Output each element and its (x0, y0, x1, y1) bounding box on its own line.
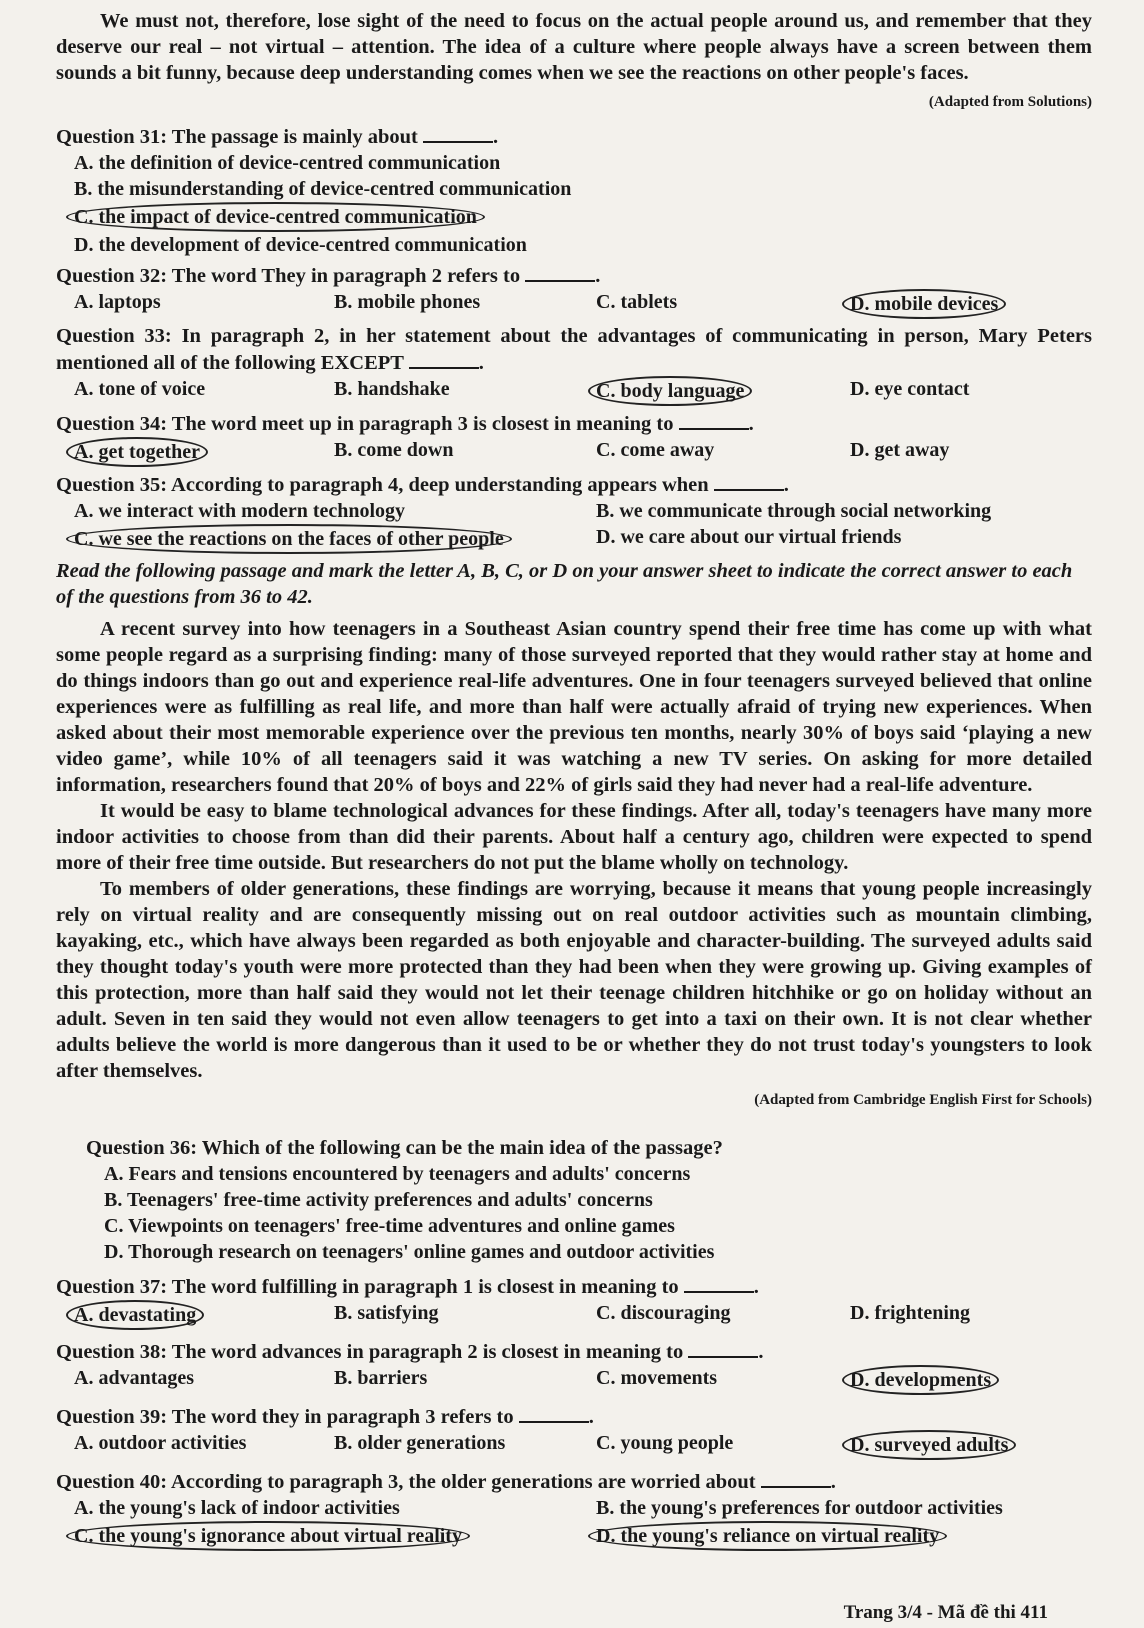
option-a[interactable]: A. devastating (74, 1300, 334, 1330)
question-39: Question 39: The word they in paragraph 3 refers to . A. outdoor activities B. older generations C. young people D. surveyed adults (56, 1403, 1092, 1460)
option-a[interactable]: A. Fears and tensions encountered by teenagers and adults' concerns (104, 1163, 691, 1185)
question-stem: Question 33: In paragraph 2, in her statement about the advantages of communicating in person, Mary Peters mentioned all of the following EXCEPT (56, 325, 1092, 374)
option-b[interactable]: B. Teenagers' free-time activity preferences and adults' concerns (104, 1189, 653, 1211)
question-stem: Question 34: The word meet up in paragraph 3 is closest in meaning to (56, 413, 674, 435)
question-stem: Question 36: Which of the following can be the main idea of the passage? (86, 1137, 723, 1159)
passage1-source: (Adapted from Solutions) (928, 94, 1092, 110)
question-34: Question 34: The word meet up in paragraph 3 is closest in meaning to . A. get together B. come down C. come away D. get away (56, 410, 1092, 467)
option-a[interactable]: A. laptops (74, 291, 161, 313)
question-32: Question 32: The word They in paragraph 2 refers to . A. laptops B. mobile phones C. tablets D. mobile devices (56, 262, 1092, 319)
option-a[interactable]: A. the definition of device-centred communication (74, 152, 501, 174)
option-b[interactable]: B. the misunderstanding of device-centred communication (74, 178, 572, 200)
question-stem: Question 37: The word fulfilling in paragraph 1 is closest in meaning to (56, 1276, 679, 1298)
passage2-source: (Adapted from Cambridge English First for Schools) (754, 1092, 1092, 1108)
option-b[interactable]: B. the young's preferences for outdoor activities (596, 1497, 1003, 1519)
question-37: Question 37: The word fulfilling in paragraph 1 is closest in meaning to . A. devastating B. satisfying C. discouraging D. frightening (56, 1273, 1092, 1330)
option-d[interactable]: D. we care about our virtual friends (596, 526, 902, 548)
option-c[interactable]: C. young people (596, 1432, 734, 1454)
passage2-paragraph-1: A recent survey into how teenagers in a Southeast Asian country spend their free time has come up with what some people regard as a surprising finding: many of those surveyed reported that they would rather stay at home and do things indoors than go out and experience real-life adventures. One in four teenagers surveyed believed that online experiences were as fulfilling as real life, and more than half were actually afraid of trying new experiences. When asked about their most memorable experience over the previous ten months, nearly 30% of boys said ‘playing a new video game’, while 10% of all teenagers said it was watching a new TV series. On asking for more detailed information, researchers found that 20% of boys and 22% of girls said they had never had a real-life adventure. (56, 618, 1092, 796)
option-c[interactable]: C. movements (596, 1367, 718, 1389)
option-b[interactable]: B. barriers (334, 1367, 428, 1389)
option-b[interactable]: B. older generations (334, 1432, 506, 1454)
option-a[interactable]: A. we interact with modern technology (74, 500, 406, 522)
question-33: Question 33: In paragraph 2, in her statement about the advantages of communicating in person, Mary Peters mentioned all of the following EXCEPT . A. tone of voice B. handshake C. body language D. eye contact (56, 323, 1092, 406)
question-stem: Question 35: According to paragraph 4, deep understanding appears when (56, 474, 709, 496)
option-a[interactable]: A. tone of voice (74, 378, 206, 400)
question-stem: Question 39: The word they in paragraph 3 refers to (56, 1406, 514, 1428)
passage2-paragraph-3: To members of older generations, these findings are worrying, because it means that young people increasingly rely on virtual reality and are consequently missing out on real outdoor activities such as mountain climbing, kayaking, etc., which have always been regarded as both enjoyable and character-building. The surveyed adults said they thought today's youth were more protected than they had been when they were growing up. Giving examples of this protection, more than half said they would not let their teenage children hitchhike or go on holiday without an adult. Seven in ten said they would not even allow teenagers to get into a taxi on their own. It is not clear whether adults believe the world is more dangerous than it used to be or whether they do not trust today's youngsters to look after themselves. (56, 878, 1092, 1082)
page-footer: Trang 3/4 - Mã đề thi 411 (843, 1602, 1048, 1623)
option-b[interactable]: B. we communicate through social networking (596, 500, 992, 522)
option-a[interactable]: A. outdoor activities (74, 1432, 247, 1454)
question-40: Question 40: According to paragraph 3, the older generations are worried about . A. the young's lack of indoor activities B. the young's preferences for outdoor activities C. the young's ignorance about virtual reality D. the young's reliance on virtual reality (56, 1468, 1092, 1551)
option-c[interactable]: C. Viewpoints on teenagers' free-time adventures and online games (104, 1215, 675, 1237)
option-a[interactable]: A. get together (74, 437, 334, 467)
option-d[interactable]: D. the young's reliance on virtual reality (596, 1521, 1092, 1551)
option-a[interactable]: A. advantages (74, 1367, 195, 1389)
option-d[interactable]: D. Thorough research on teenagers' online games and outdoor activities (104, 1241, 715, 1263)
option-c[interactable]: C. tablets (596, 291, 678, 313)
option-c[interactable]: C. body language (596, 376, 850, 406)
question-35: Question 35: According to paragraph 4, deep understanding appears when . A. we interact with modern technology B. we communicate through social networking C. we see the reactions on the faces of other people D. we care about our virtual friends (56, 471, 1092, 554)
option-c[interactable]: C. the impact of device-centred communication (56, 202, 1092, 232)
option-b[interactable]: B. come down (334, 439, 454, 461)
option-c[interactable]: C. come away (596, 439, 715, 461)
question-stem: Question 32: The word They in paragraph 2 refers to (56, 265, 521, 287)
option-b[interactable]: B. handshake (334, 378, 450, 400)
option-a[interactable]: A. the young's lack of indoor activities (74, 1497, 400, 1519)
option-d[interactable]: D. eye contact (850, 378, 970, 400)
question-38: Question 38: The word advances in paragraph 2 is closest in meaning to . A. advantages B. barriers C. movements D. developments (56, 1338, 1092, 1395)
question-36 (56, 1135, 1092, 1265)
option-d[interactable]: D. mobile devices (850, 289, 1092, 319)
option-d[interactable]: D. the development of device-centred communication (74, 234, 527, 256)
option-b[interactable]: B. satisfying (334, 1302, 439, 1324)
option-d[interactable]: D. get away (850, 439, 950, 461)
question-31: Question 31: The passage is mainly about . A. the definition of device-centred communication B. the misunderstanding of device-centred communication C. the impact of device-centred communication D. the development of device-centred communication (56, 123, 1092, 258)
reading-instruction: Read the following passage and mark the letter A, B, C, or D on your answer sheet to indicate the correct answer to each of the questions from 36 to 42. (56, 560, 1073, 608)
question-stem: Question 40: According to paragraph 3, the older generations are worried about (56, 1471, 756, 1493)
question-stem: Question 31: The passage is mainly about (56, 126, 418, 148)
option-d[interactable]: D. frightening (850, 1302, 970, 1324)
option-d[interactable]: D. developments (850, 1365, 1092, 1395)
option-c[interactable]: C. the young's ignorance about virtual reality (74, 1521, 596, 1551)
passage1-closing-paragraph: We must not, therefore, lose sight of the need to focus on the actual people around us, and remember that they deserve our real – not virtual – attention. The idea of a culture where people always have a screen between them sounds a bit funny, because deep understanding comes when we see the reactions on other people's faces. (56, 10, 1092, 84)
option-b[interactable]: B. mobile phones (334, 291, 481, 313)
question-stem: Question 38: The word advances in paragraph 2 is closest in meaning to (56, 1341, 684, 1363)
option-c[interactable]: C. we see the reactions on the faces of other people (74, 524, 596, 554)
passage2-paragraph-2: It would be easy to blame technological advances for these findings. After all, today's teenagers have many more indoor activities to choose from than did their parents. About half a century ago, children were expected to spend more of their free time outside. But researchers do not put the blame wholly on technology. (56, 800, 1092, 874)
option-d[interactable]: D. surveyed adults (850, 1430, 1092, 1460)
option-c[interactable]: C. discouraging (596, 1302, 731, 1324)
